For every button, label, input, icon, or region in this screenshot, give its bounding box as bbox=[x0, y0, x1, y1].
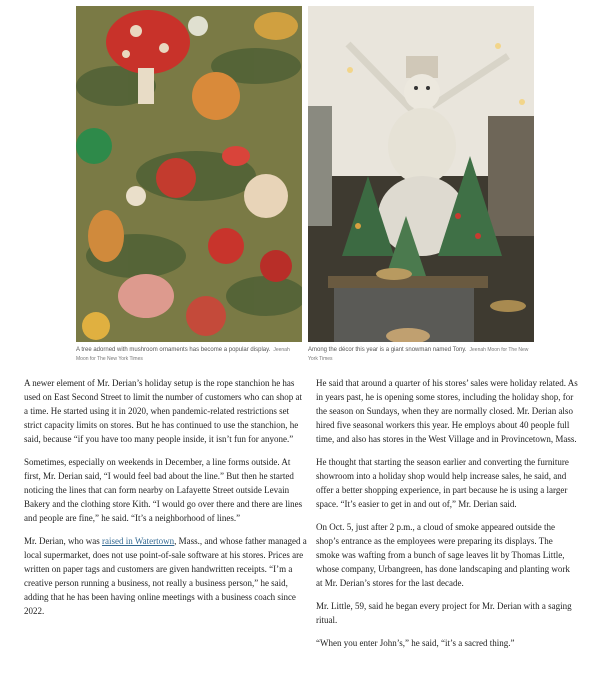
article-left-column bbox=[24, 376, 307, 627]
mushroom-ornament-tree-photo bbox=[76, 6, 302, 342]
paragraph-text: Mr. Derian, who was bbox=[24, 536, 102, 546]
article-right-column bbox=[316, 376, 578, 659]
paragraph-text: , Mass., and whose father managed a local supermarket, does not use point-of-sale software at his stores. Prices are written on paper tags and customers are given handwritten receipts. “I’m a creative person running a business, not really a business person,” he said, adding that he has been having online meetings with a business coach since 2022. bbox=[24, 536, 307, 616]
paragraph: A newer element of Mr. Derian’s holiday setup is the rope stanchion he has used on East Second Street to limit the number of customers who can shop at a time. He started using it in 2020, when pandemic-related restrictions set strict capacity limits on stores. But he has continued to use the stanchion, he said, because “if you have too many people inside, it isn’t fun for anyone.” bbox=[24, 378, 302, 444]
paragraph bbox=[24, 534, 307, 618]
raised-in-watertown-link[interactable]: raised in Watertown bbox=[102, 536, 175, 546]
paragraph: He said that around a quarter of his stores’ sales were holiday related. As in years past, he is opening some stores, including the holiday shop, for the season on Sundays, when they are normally closed. Mr. Derian also hired five seasonal workers this year. He employs about 40 people full time, and also has stores in the West Village and in Provincetown, Mass. bbox=[316, 378, 578, 444]
snowman-tony-photo bbox=[308, 6, 534, 342]
left-photo-caption bbox=[76, 346, 302, 364]
paragraph: “When you enter John’s,” he said, “it’s a sacred thing.” bbox=[316, 638, 515, 648]
caption-text: A tree adorned with mushroom ornaments has become a popular display. bbox=[76, 347, 271, 353]
right-photo-caption bbox=[308, 346, 534, 364]
photo-credit: Jeenah Moon for The New York Times bbox=[76, 347, 290, 362]
paragraph: Sometimes, especially on weekends in December, a line forms outside. At first, Mr. Derian said, “I would feel bad about the line.” But then he started noticing the lines that can form nearby on Lafayette Street outside Levain Bakery and the clothing store Kith. “I would go over there and there are lines and people are fine,” he said. “It’s a neighborhood of lines.” bbox=[24, 457, 303, 523]
caption-text: Among the décor this year is a giant snowman named Tony. bbox=[308, 347, 467, 353]
paragraph: He thought that starting the season earlier and converting the furniture showroom into a holiday shop would help increase sales, he said, and offer a better shopping experience, in part because he is using a larger space. “It’s easier to get in and out of,” Mr. Derian said. bbox=[316, 457, 569, 509]
paragraph: On Oct. 5, just after 2 p.m., a cloud of smoke appeared outside the shop’s entrance as the employees were preparing its displays. The smoke was wafting from a bunch of sage leaves lit by Thomas Little, whose company, Urbangreen, has done landscaping and planting work at Mr. Derian’s stores for the last decade. bbox=[316, 522, 570, 588]
photo-credit: Jeenah Moon for The New York Times bbox=[308, 347, 529, 362]
photo-row bbox=[76, 6, 534, 342]
paragraph: Mr. Little, 59, said he began every project for Mr. Derian with a saging ritual. bbox=[316, 601, 572, 625]
